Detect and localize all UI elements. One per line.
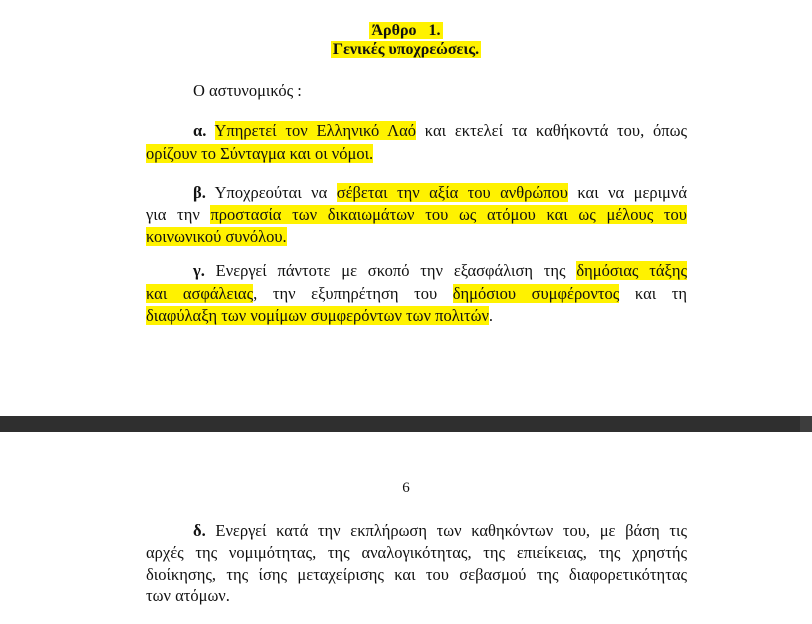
text-a-1: και εκτελεί τα καθήκοντά του, όπως xyxy=(415,121,687,140)
text-b-1-pre: Υποχρεούται να xyxy=(205,183,337,202)
article-title-text: Άρθρο 1. xyxy=(371,22,441,39)
paragraph-b-line-3 xyxy=(146,226,287,248)
paragraph-d-line-3: διοίκησης, της ίσης μεταχείρισης και του σεβασμού της διαφορετικότητας xyxy=(146,565,687,584)
text-c-1-pre: Ενεργεί πάντοτε με σκοπό την εξασφάλιση της xyxy=(204,261,577,280)
paragraph-a-line-2 xyxy=(146,143,373,165)
item-marker-a: α. xyxy=(193,121,207,140)
intro-text: Ο αστυνομικός : xyxy=(193,81,302,100)
paragraph-b-line-1 xyxy=(193,182,687,204)
item-marker-b: β. xyxy=(193,183,206,202)
highlight-b-3: κοινωνικού συνόλου. xyxy=(146,227,287,246)
paragraph-b-line-2 xyxy=(146,204,687,226)
paragraph-a-line-1 xyxy=(193,120,687,142)
text-c-2-rest: και τη xyxy=(619,284,688,303)
article-title xyxy=(0,21,812,41)
paragraph-c-line-1 xyxy=(193,260,687,282)
highlight-b-2: προστασία των δικαιωμάτων του ως ατόμου και ως μέλους του xyxy=(210,205,687,224)
text-b-2-pre: για την xyxy=(146,205,211,224)
paragraph-d-line-1 xyxy=(193,520,687,542)
highlight-c-2a: και ασφάλειας xyxy=(146,284,254,303)
text-d-1: Ενεργεί κατά την εκπλήρωση των καθηκόντων του, με βάση τις xyxy=(205,521,687,540)
text-b-1-rest: και να μεριμνά xyxy=(567,183,687,202)
highlight-c-1: δημόσιας τάξης xyxy=(576,261,688,280)
highlight-a-1: Υπηρετεί τον Ελληνικό Λαό xyxy=(214,121,416,140)
text-c-3-rest: . xyxy=(488,306,494,325)
paragraph-c-line-2 xyxy=(146,283,687,305)
highlight-c-3: διαφύλαξη των νομίμων συμφερόντων των πολιτών xyxy=(146,306,489,325)
text-c-2-mid: , την εξυπηρέτηση του xyxy=(253,284,453,303)
highlight-c-2b: δημόσιου συμφέροντος xyxy=(452,284,620,303)
item-marker-c: γ. xyxy=(193,261,205,280)
paragraph-c-line-3 xyxy=(146,305,493,327)
paragraph-d-line-4: των ατόμων. xyxy=(146,586,230,605)
highlight-a-2: ορίζουν το Σύνταγμα και οι νόμοι. xyxy=(146,144,374,163)
page-separator xyxy=(0,416,812,432)
paragraph-d-line-2: αρχές της νομιμότητας, της αναλογικότητας, της επιείκειας, της χρηστής xyxy=(146,543,687,562)
item-marker-d: δ. xyxy=(193,521,206,540)
article-subtitle-text: Γενικές υποχρεώσεις. xyxy=(332,41,480,58)
article-subtitle xyxy=(0,40,812,60)
page-number: 6 xyxy=(402,480,410,496)
highlight-b-1: σέβεται την αξία του ανθρώπου xyxy=(336,183,568,202)
